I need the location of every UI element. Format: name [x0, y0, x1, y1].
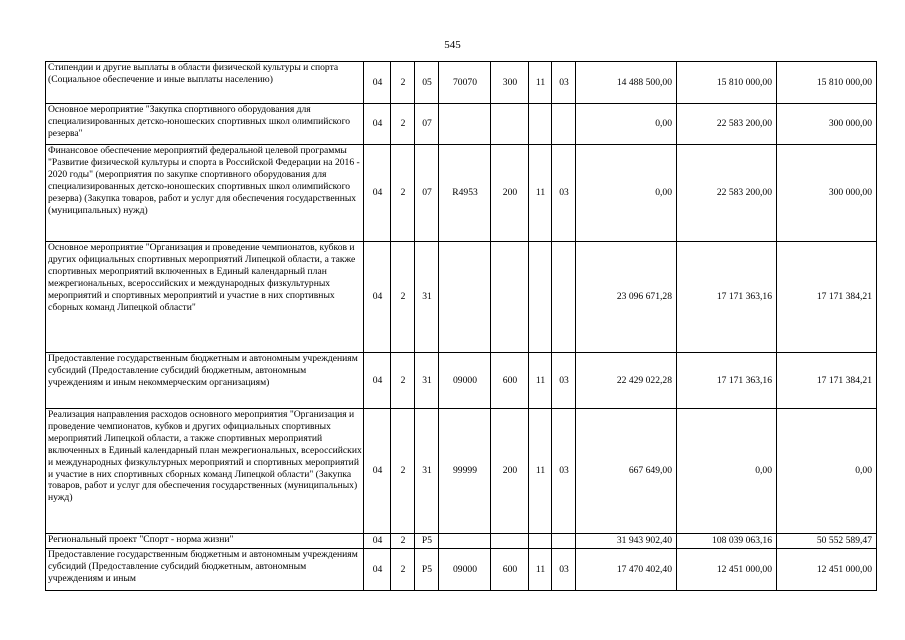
code-cell: R4953 — [439, 145, 491, 242]
code-cell: 04 — [364, 242, 391, 353]
table-row — [46, 353, 877, 409]
row-name: Стипендии и другие выплаты в области физической культуры и спорта (Социальное обеспечение и иные выплаты населению) — [46, 62, 364, 104]
code-cell: 2 — [391, 242, 415, 353]
code-cell — [529, 104, 552, 145]
amount-cell: 31 943 902,40 — [576, 534, 677, 549]
table-row — [46, 409, 877, 534]
amount-cell: 12 451 000,00 — [777, 549, 877, 591]
amount-cell: 0,00 — [777, 409, 877, 534]
amount-cell: 17 171 363,16 — [677, 353, 777, 409]
code-cell: 09000 — [439, 549, 491, 591]
row-name: Основное мероприятие "Организация и проведение чемпионатов, кубков и других официальных спортивных мероприятий Липецкой области, а также спортивных мероприятий включенных в Единый календарный план межрегиональных, всероссийских и международных физкультурных мероприятий и спортивных мероприятий и участие в них спортивных сборных команд Липецкой области" — [46, 242, 364, 353]
budget-table — [45, 61, 877, 591]
code-cell: 600 — [491, 549, 529, 591]
code-cell: 300 — [491, 62, 529, 104]
amount-cell: 300 000,00 — [777, 145, 877, 242]
amount-cell: 17 171 384,21 — [777, 353, 877, 409]
table-row — [46, 534, 877, 549]
code-cell: 04 — [364, 409, 391, 534]
code-cell: 04 — [364, 145, 391, 242]
code-cell: 2 — [391, 549, 415, 591]
row-name: Реализация направления расходов основного мероприятия "Организация и проведение чемпионатов, кубков и других официальных спортивных мероприятий Липецкой области, а также спортивных мероприятий включенных в Единый календарный план межрегиональных, всероссийских и международных физкультурных мероприятий и спортивных мероприятий и участие в них спортивных сборных команд Липецкой области" (Закупка товаров, работ и услуг для обеспечения государственных (муниципальных) нужд) — [46, 409, 364, 534]
code-cell — [491, 534, 529, 549]
row-name: Финансовое обеспечение мероприятий федеральной целевой программы "Развитие физической культуры и спорта в Российской Федерации на 2016 - 2020 годы" (мероприятия по закупке спортивного оборудования для специализированных детско-юношеских спортивных школ олимпийского резерва) (Закупка товаров, работ и услуг для обеспечения государственных (муниципальных) нужд) — [46, 145, 364, 242]
amount-cell: 22 429 022,28 — [576, 353, 677, 409]
amount-cell: 22 583 200,00 — [677, 145, 777, 242]
code-cell: 03 — [552, 62, 576, 104]
amount-cell: 15 810 000,00 — [777, 62, 877, 104]
code-cell: 04 — [364, 353, 391, 409]
code-cell: 2 — [391, 409, 415, 534]
amount-cell: 0,00 — [677, 409, 777, 534]
amount-cell: 0,00 — [576, 104, 677, 145]
code-cell: 11 — [529, 62, 552, 104]
code-cell: 03 — [552, 145, 576, 242]
amount-cell: 108 039 063,16 — [677, 534, 777, 549]
code-cell: 03 — [552, 549, 576, 591]
row-name: Основное мероприятие "Закупка спортивного оборудования для специализированных детско-юношеских спортивных школ олимпийского резерва" — [46, 104, 364, 145]
code-cell — [491, 104, 529, 145]
code-cell: 11 — [529, 353, 552, 409]
code-cell: 05 — [415, 62, 439, 104]
code-cell — [552, 104, 576, 145]
code-cell: 07 — [415, 104, 439, 145]
code-cell: 09000 — [439, 353, 491, 409]
code-cell: 70070 — [439, 62, 491, 104]
code-cell: P5 — [415, 549, 439, 591]
code-cell — [552, 534, 576, 549]
code-cell — [552, 242, 576, 353]
table-row — [46, 145, 877, 242]
amount-cell: 14 488 500,00 — [576, 62, 677, 104]
code-cell: 04 — [364, 62, 391, 104]
code-cell: 04 — [364, 534, 391, 549]
code-cell: 03 — [552, 409, 576, 534]
amount-cell: 17 171 363,16 — [677, 242, 777, 353]
table-row — [46, 242, 877, 353]
amount-cell: 17 171 384,21 — [777, 242, 877, 353]
table-row — [46, 549, 877, 591]
code-cell: 200 — [491, 145, 529, 242]
code-cell: 2 — [391, 145, 415, 242]
amount-cell: 50 552 589,47 — [777, 534, 877, 549]
code-cell: 03 — [552, 353, 576, 409]
code-cell: 31 — [415, 409, 439, 534]
amount-cell: 23 096 671,28 — [576, 242, 677, 353]
code-cell: 04 — [364, 104, 391, 145]
code-cell — [439, 534, 491, 549]
code-cell: 04 — [364, 549, 391, 591]
code-cell: 2 — [391, 62, 415, 104]
code-cell: 11 — [529, 145, 552, 242]
amount-cell: 300 000,00 — [777, 104, 877, 145]
row-name: Региональный проект "Спорт - норма жизни" — [46, 534, 364, 549]
code-cell — [529, 534, 552, 549]
code-cell: 11 — [529, 549, 552, 591]
table-row — [46, 104, 877, 145]
amount-cell: 12 451 000,00 — [677, 549, 777, 591]
row-name: Предоставление государственным бюджетным и автономным учреждениям субсидий (Предоставление субсидий бюджетным, автономным учреждениям и иным — [46, 549, 364, 591]
row-name: Предоставление государственным бюджетным и автономным учреждениям субсидий (Предоставление субсидий бюджетным, автономным учреждениям и иным некоммерческим организациям) — [46, 353, 364, 409]
code-cell: 31 — [415, 353, 439, 409]
code-cell — [439, 242, 491, 353]
code-cell: P5 — [415, 534, 439, 549]
code-cell: 07 — [415, 145, 439, 242]
code-cell: 2 — [391, 353, 415, 409]
code-cell: 99999 — [439, 409, 491, 534]
code-cell — [439, 104, 491, 145]
code-cell: 600 — [491, 353, 529, 409]
code-cell: 11 — [529, 409, 552, 534]
amount-cell: 0,00 — [576, 145, 677, 242]
table-row — [46, 62, 877, 104]
amount-cell: 17 470 402,40 — [576, 549, 677, 591]
code-cell: 31 — [415, 242, 439, 353]
amount-cell: 22 583 200,00 — [677, 104, 777, 145]
code-cell: 200 — [491, 409, 529, 534]
code-cell — [529, 242, 552, 353]
code-cell: 2 — [391, 534, 415, 549]
page-number: 545 — [444, 39, 461, 51]
code-cell: 2 — [391, 104, 415, 145]
amount-cell: 15 810 000,00 — [677, 62, 777, 104]
code-cell — [491, 242, 529, 353]
amount-cell: 667 649,00 — [576, 409, 677, 534]
